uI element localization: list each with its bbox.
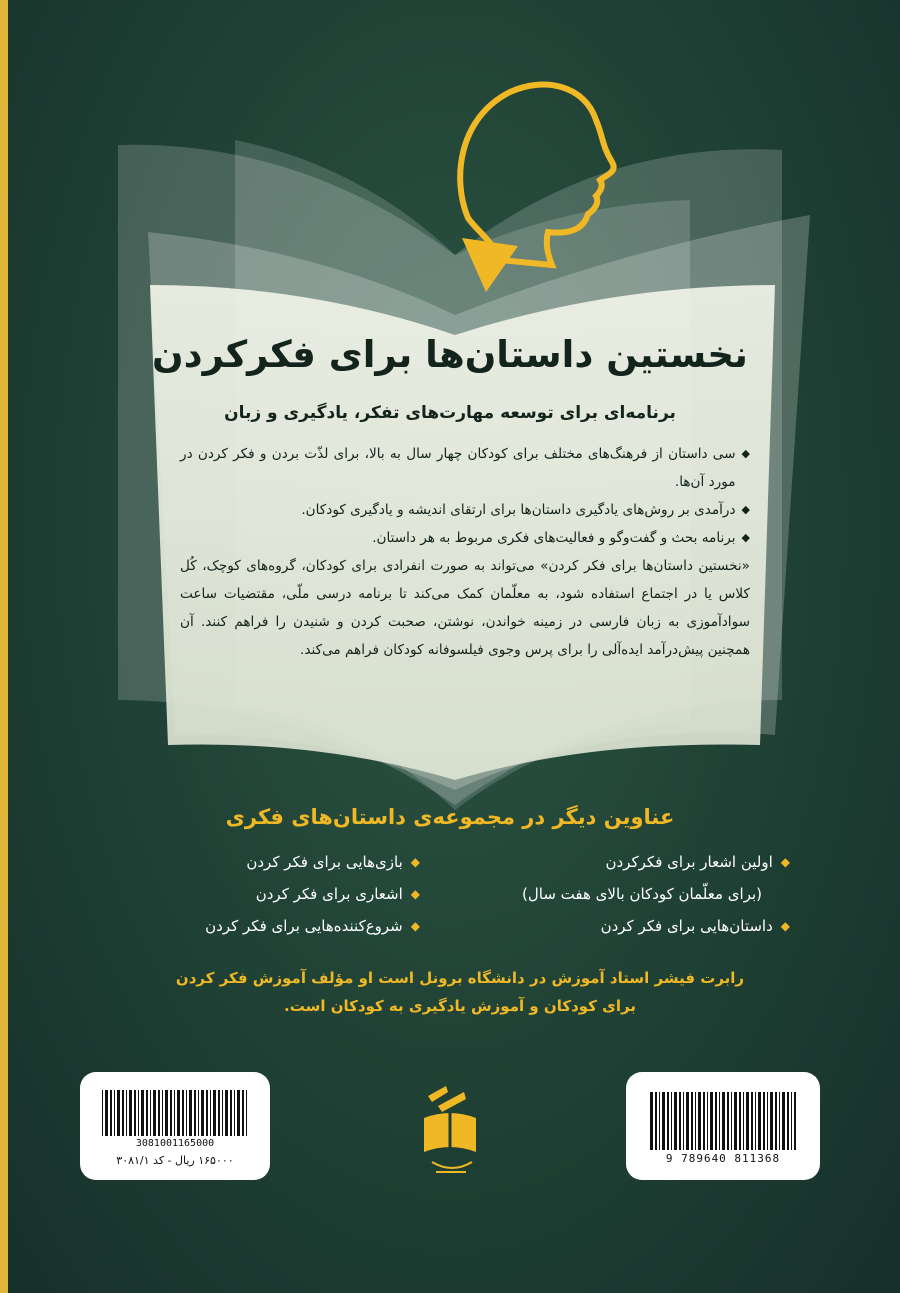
barcode-bar [206, 1090, 208, 1136]
barcode-bar [158, 1090, 160, 1136]
series-item [430, 846, 790, 878]
barcode-bar [686, 1092, 689, 1150]
barcode-bar [671, 1092, 672, 1150]
price-label: ۱۶۵۰۰۰ ریال - کد ۳۰۸۱/۱ [116, 1154, 234, 1167]
series-list-right [430, 846, 790, 942]
barcode-bar [775, 1092, 777, 1150]
diamond-bullet-icon: ◆ [410, 887, 420, 901]
barcode-bar [134, 1090, 136, 1136]
barcode-bar [150, 1090, 151, 1136]
book-subtitle: برنامه‌ای برای توسعه مهارت‌های تفکر، یادگیری و زبان [224, 403, 676, 423]
barcode-bar [770, 1092, 773, 1150]
barcode-bar [222, 1090, 223, 1136]
feature-bullet-text: برنامه بحث و گفت‌وگو و فعالیت‌های فکری مربوط به هر داستان. [372, 530, 736, 546]
barcode-bar [242, 1090, 244, 1136]
barcode-bar [755, 1092, 756, 1150]
barcode-bar [722, 1092, 725, 1150]
barcode-bar [691, 1092, 693, 1150]
barcode-bar [174, 1090, 175, 1136]
feature-bullet [180, 524, 750, 552]
barcode-bar [782, 1092, 785, 1150]
barcode-bar [162, 1090, 163, 1136]
isbn-number: 9 789640 811368 [665, 1152, 781, 1165]
series-item-text: (برای معلّمان کودکان بالای هفت سال) [522, 885, 762, 903]
barcode-bar [198, 1090, 199, 1136]
series-item-text: داستان‌هایی برای فکر کردن [600, 917, 773, 935]
barcode-bar [703, 1092, 705, 1150]
price-barcode-number: 3081001165000 [135, 1138, 215, 1149]
barcode-bar [679, 1092, 681, 1150]
barcode-bar [794, 1092, 796, 1150]
barcode-bar [218, 1090, 220, 1136]
book-title: نخستین داستان‌ها برای فکرکردن [152, 333, 748, 376]
barcode-bar [170, 1090, 172, 1136]
barcode-bar [189, 1090, 192, 1136]
price-barcode-box [80, 1072, 270, 1180]
barcode-bar [102, 1090, 103, 1136]
series-item-text: اشعاری برای فکر کردن [255, 885, 403, 903]
barcode-bar [210, 1090, 211, 1136]
barcode-bar [213, 1090, 216, 1136]
series-item [90, 878, 420, 910]
diamond-bullet-icon: ◆ [780, 919, 790, 933]
publisher-logo-icon [418, 1082, 482, 1192]
series-item [430, 910, 790, 942]
barcode-bar [659, 1092, 660, 1150]
barcode-bar [767, 1092, 768, 1150]
barcode-bar [655, 1092, 657, 1150]
author-bio-line: رابرت فیشر استاد آموزش در دانشگاه برونل است او مؤلف آموزش فکر کردن [175, 969, 745, 987]
price-barcode [102, 1090, 248, 1136]
barcode-bar [743, 1092, 744, 1150]
barcode-bar [114, 1090, 115, 1136]
author-bio-line: برای کودکان و آموزش یادگیری به کودکان است. [284, 997, 636, 1015]
barcode-bar [695, 1092, 696, 1150]
barcode-bar [105, 1090, 108, 1136]
barcode-bar [739, 1092, 741, 1150]
barcode-bar [246, 1090, 247, 1136]
barcode-bar [110, 1090, 112, 1136]
barcode-bar [182, 1090, 184, 1136]
barcode-bar [225, 1090, 228, 1136]
series-item-text: بازی‌هایی برای فکر کردن [246, 853, 403, 871]
barcode-bar [791, 1092, 792, 1150]
barcode-bar [787, 1092, 789, 1150]
barcode-bar [719, 1092, 720, 1150]
series-item-text: اولین اشعار برای فکرکردن [605, 853, 773, 871]
feature-bullet [180, 496, 750, 524]
feature-bullet [180, 440, 750, 496]
barcode-bar [194, 1090, 196, 1136]
barcode-bar [707, 1092, 708, 1150]
barcode-bar [662, 1092, 665, 1150]
series-item [90, 910, 420, 942]
barcode-bar [731, 1092, 732, 1150]
barcode-bar [201, 1090, 204, 1136]
barcode-bar [763, 1092, 765, 1150]
isbn-barcode [650, 1092, 796, 1150]
barcode-bar [715, 1092, 717, 1150]
barcode-bar [230, 1090, 232, 1136]
barcode-bar [146, 1090, 148, 1136]
diamond-bullet-icon: ◆ [741, 503, 750, 516]
diamond-bullet-icon: ◆ [741, 447, 750, 460]
description-paragraph: «نخستین داستان‌ها برای فکر کردن» می‌تواند به صورت انفرادی برای کودکان، گروه‌های کوچک، کُل کلاس یا در اجتماع استفاده شود، به معلّمان کمک می‌کند تا برنامه درسی ملّی، مقتضیات ساعت سوادآموزی به زبان فارسی در زمینه خواندن، نوشتن، صحبت کردن و شنیدن را فراهم کنند. آن همچنین پیش‌درآمد ایده‌آلی را برای پرس وجوی فیلسوفانه کودکان فراهم می‌کند. [180, 558, 750, 658]
barcode-bar [727, 1092, 729, 1150]
series-item-text: شروع‌کننده‌هایی برای فکر کردن [205, 917, 403, 935]
author-bio [160, 964, 760, 1020]
description-block [180, 440, 750, 664]
barcode-bar [117, 1090, 120, 1136]
barcode-bar [751, 1092, 753, 1150]
barcode-bar [683, 1092, 684, 1150]
barcode-bar [129, 1090, 132, 1136]
feature-bullet-text: درآمدی بر روش‌های یادگیری داستان‌ها برای ارتقای اندیشه و یادگیری کودکان. [301, 502, 736, 518]
barcode-bar [758, 1092, 761, 1150]
diamond-bullet-icon: ◆ [410, 855, 420, 869]
barcode-bar [734, 1092, 737, 1150]
diamond-bullet-icon: ◆ [741, 531, 750, 544]
series-item-note [430, 878, 790, 910]
barcode-bar [779, 1092, 780, 1150]
diamond-bullet-icon: ◆ [780, 855, 790, 869]
diamond-bullet-icon: ◆ [410, 919, 420, 933]
barcode-bar [674, 1092, 677, 1150]
barcode-bar [141, 1090, 144, 1136]
series-list-left [90, 846, 420, 942]
barcode-bar [122, 1090, 124, 1136]
series-item [90, 846, 420, 878]
barcode-bar [650, 1092, 653, 1150]
barcode-bar [126, 1090, 127, 1136]
barcode-bar [746, 1092, 749, 1150]
series-heading: عناوین دیگر در مجموعه‌ی داستان‌های فکری [225, 805, 675, 829]
barcode-bar [667, 1092, 669, 1150]
barcode-bar [237, 1090, 240, 1136]
barcode-bar [153, 1090, 156, 1136]
barcode-bar [186, 1090, 187, 1136]
barcode-bar [165, 1090, 168, 1136]
isbn-barcode-box [626, 1072, 820, 1180]
barcode-bar [698, 1092, 701, 1150]
feature-bullet-text: سی داستان از فرهنگ‌های مختلف برای کودکان چهار سال به بالا، برای لذّت بردن و فکر کردن در مورد آن‌ها. [180, 446, 736, 490]
barcode-bar [710, 1092, 713, 1150]
barcode-bar [138, 1090, 139, 1136]
barcode-bar [234, 1090, 235, 1136]
barcode-bar [177, 1090, 180, 1136]
